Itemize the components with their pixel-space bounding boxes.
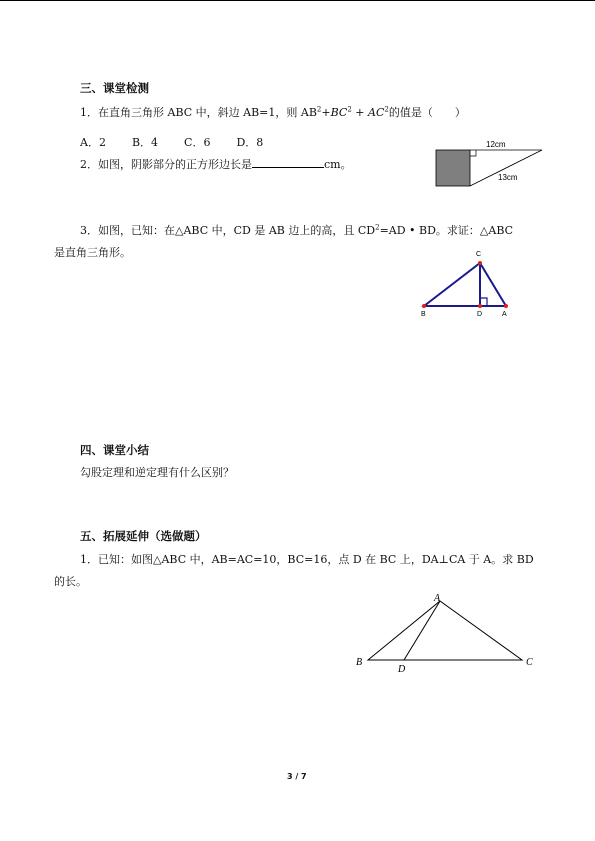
label-c: C [476,251,482,258]
q1-sup1: 2 [316,105,322,114]
q3-text-b: =AD • BD。求证：△ABC [379,224,514,237]
label-a: A [502,311,507,318]
label-13cm: 13cm [498,173,518,182]
q2-unit: cm。 [324,158,352,171]
answer-blank [252,158,324,168]
question-3-1-options [80,134,289,150]
square-triangle-figure [430,136,550,192]
right-triangle-figure [414,246,524,320]
section-5-title: 五、拓展延伸（选做题） [80,529,207,543]
q1-sup3: 2 [384,105,389,114]
q1-prefix: 1．在直角三角形 ABC 中，斜边 AB=1，则 AB [80,106,317,119]
q1-sup2: 2 [347,105,352,114]
label-b: B [421,311,426,318]
label-c-2: C [526,657,533,668]
q2-prefix: 2．如图，阴影部分的正方形边长是 [80,158,252,171]
point-b [422,304,426,308]
question-3-1 [80,104,466,120]
triangle-abc [424,263,506,306]
section-3-title: 三、课堂检测 [80,81,149,95]
shaded-square [436,150,470,186]
extension-question-line2: 的长。 [54,575,87,588]
isosceles-triangle-figure [352,590,542,676]
section-4-title: 四、课堂小结 [80,443,149,457]
q1-plus2: + [351,106,368,119]
label-12cm: 12cm [486,140,506,149]
label-d-2: D [398,664,406,675]
segment-ad [404,601,440,660]
summary-question: 勾股定理和逆定理有什么区别？ [80,466,234,479]
label-a-2: A [434,593,441,604]
q3-text-a: 3．如图，已知：在△ABC 中，CD 是 AB 边上的高，且 CD [80,224,376,237]
q1-ac: AC [368,106,385,119]
label-b-2: B [356,657,363,668]
option-b: B．4 [131,136,159,149]
question-3-2 [80,156,352,172]
q3-sup: 2 [375,223,380,232]
right-angle-mark [470,150,476,156]
label-d: D [477,311,483,318]
question-3-3-line1 [80,222,513,238]
page-number: 3 / 7 [287,772,307,781]
option-d: D．8 [236,136,264,149]
question-3-3-line2: 是直角三角形。 [54,246,131,259]
q1-plus1: + [321,106,331,119]
triangle-abc-2 [368,601,522,660]
page-top-border [0,0,595,1]
option-a: A．2 [80,136,106,149]
option-c: C．6 [184,136,211,149]
point-c [478,261,482,265]
point-a [504,304,508,308]
q1-bc: BC [330,106,348,119]
q1-suffix: 的值是（ ） [388,106,466,119]
point-d [478,304,482,308]
extension-question-line1: 1．已知：如图△ABC 中，AB=AC=10，BC=16，点 D 在 BC 上，DA⊥CA 于 A。求 BD [80,553,534,566]
